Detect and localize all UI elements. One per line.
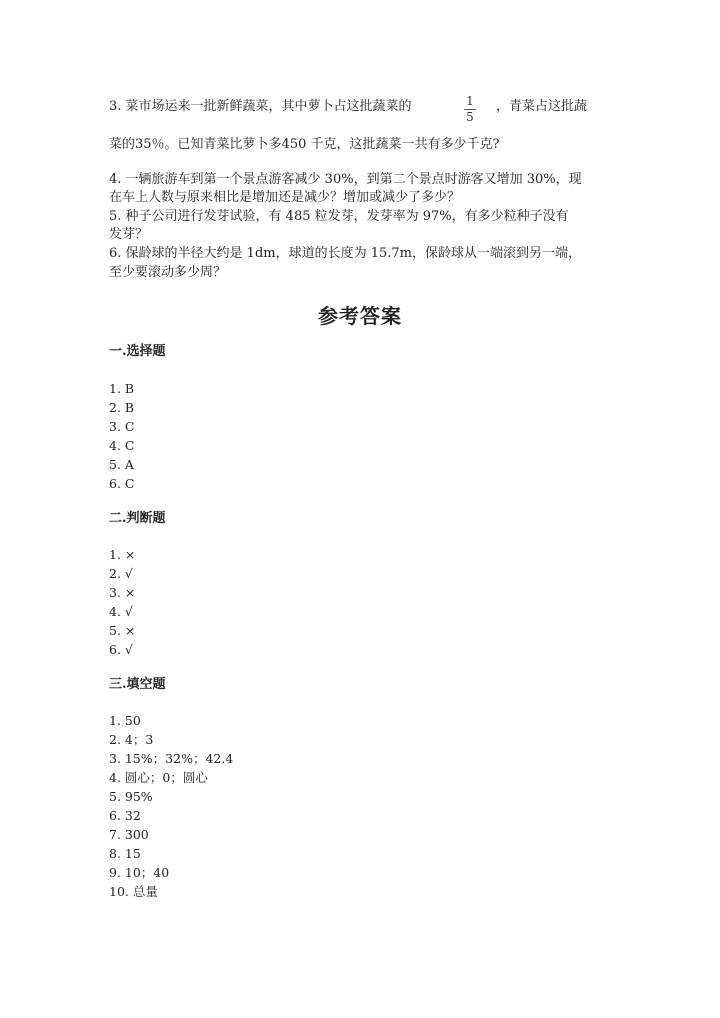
section-heading-fill: 三.填空题 (109, 677, 166, 692)
answer-item: 3. × (109, 585, 136, 600)
fraction-one-fifth (464, 95, 476, 124)
answer-item: 3. 15%；32%；42.4 (109, 751, 234, 766)
question-5-line-2: 发芽？ (109, 227, 149, 242)
answer-item: 4. C (109, 438, 135, 453)
answer-item: 5. 95% (109, 789, 153, 804)
judge-answer-list (109, 545, 135, 659)
fill-answer-list (109, 711, 233, 901)
answer-item: 7. 300 (109, 827, 149, 842)
question-6-line-2: 至少要滚动多少周？ (109, 265, 227, 280)
answer-item: 6. 32 (109, 808, 141, 823)
answer-item: 2. 4；3 (109, 732, 154, 747)
answer-item: 1. 50 (109, 713, 141, 728)
section-heading-judge: 二.判断题 (109, 511, 166, 526)
question-3-line-1-end: ，青菜占这批蔬 (496, 99, 588, 114)
answer-item: 1. × (109, 547, 136, 562)
section-heading-choice: 一.选择题 (109, 344, 166, 359)
answer-item: 6. √ (109, 642, 133, 657)
question-4-line-2: 在车上人数与原来相比是增加还是减少？增加或减少了多少？ (109, 190, 461, 205)
answer-item: 4. √ (109, 604, 133, 619)
answer-item: 2. √ (109, 566, 133, 581)
question-4-line-1: 4. 一辆旅游车到第一个景点游客减少 30%，到第二个景点时游客又增加 30%，现 (109, 172, 582, 187)
answer-item: 2. B (109, 400, 135, 415)
answer-item: 5. × (109, 623, 136, 638)
answer-item: 8. 15 (109, 846, 141, 861)
question-3-line-1: 3. 菜市场运来一批新鲜蔬菜，其中萝卜占这批蔬菜的 (109, 99, 412, 114)
question-5-line-1: 5. 种子公司进行发芽试验，有 485 粒发芽，发芽率为 97%，有多少粒种子没有 (109, 209, 569, 224)
answer-item: 10. 总量 (109, 884, 158, 899)
answer-item: 4. 圆心；0；圆心 (109, 770, 208, 785)
answer-item: 5. A (109, 457, 134, 472)
answer-item: 9. 10；40 (109, 865, 170, 880)
answer-item: 6. C (109, 476, 135, 491)
question-3-line-2: 菜的35％。已知青菜比萝卜多450 千克，这批蔬菜一共有多少千克? (109, 137, 500, 152)
answer-item: 3. C (109, 419, 135, 434)
question-6-line-1: 6. 保龄球的半径大约是 1dm，球道的长度为 15.7m，保龄球从一端滚到另一端， (109, 246, 581, 261)
answer-key-title: 参考答案 (318, 304, 402, 328)
fraction-denominator: 5 (466, 110, 474, 124)
choice-answer-list (109, 379, 134, 493)
fraction-numerator: 1 (466, 94, 474, 108)
answer-item: 1. B (109, 381, 135, 396)
